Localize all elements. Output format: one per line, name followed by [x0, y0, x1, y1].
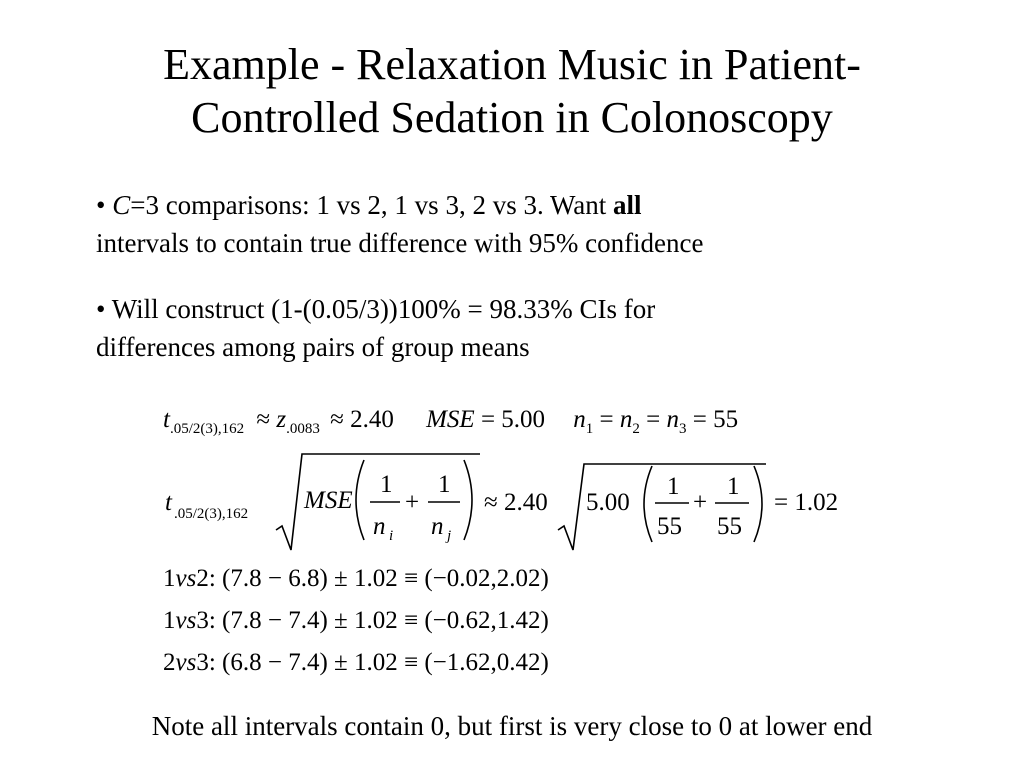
- footer-note: Note all intervals contain 0, but first is very close to 0 at lower end: [151, 711, 873, 741]
- formula1-n1: n: [573, 406, 586, 433]
- interval-row: [163, 564, 549, 594]
- formula1-n-value: = 55: [692, 406, 739, 433]
- interval-vs: vs: [175, 565, 197, 592]
- formula1-z: z: [276, 406, 287, 433]
- formula1-z-sub: .0083: [286, 421, 320, 437]
- formula2-mse: MSE: [304, 487, 353, 514]
- bullet-1-line-2: intervals to contain true difference with 95% confidence: [96, 228, 704, 258]
- bullet-construct-cis: [96, 290, 896, 366]
- formula1-t-sub: .05/2(3),162: [169, 421, 245, 437]
- interval-lhs: 1: [163, 607, 176, 634]
- interval-row: [163, 606, 549, 636]
- interval-rhs: 3: [196, 649, 209, 676]
- formula2-one-a: 1: [380, 471, 393, 498]
- interval-rhs: 2: [196, 565, 209, 592]
- interval-expression: : (7.8 − 7.4) ± 1.02 ≡ (−0.62,1.42): [208, 607, 549, 634]
- formula2-one-c: 1: [667, 473, 680, 500]
- formula2-one-b: 1: [438, 471, 451, 498]
- formula1-n3: n: [666, 406, 680, 433]
- formula2-one-d: 1: [727, 473, 740, 500]
- interval-lhs: 2: [163, 649, 176, 676]
- slide-title-line-1: Example - Relaxation Music in Patient-: [163, 40, 861, 89]
- bullet-2-line-1: • Will construct (1-(0.05/3))100% = 98.33% CIs for: [96, 294, 656, 324]
- formula1-n1-sub: 1: [585, 421, 594, 437]
- slide-title-line-2: Controlled Sedation in Colonoscopy: [191, 93, 833, 142]
- formula1-eq-1: =: [599, 406, 614, 433]
- right-paren-2: [754, 466, 762, 542]
- formula1-n3-sub: 3: [679, 421, 687, 437]
- interval-lhs: 1: [163, 565, 176, 592]
- formula2-fifty-five-a: 55: [657, 513, 682, 540]
- bullet-comparisons: [96, 186, 896, 262]
- bullet-1-text: =3 comparisons: 1 vs 2, 1 vs 3, 2 vs 3. Want: [130, 190, 614, 220]
- formula1-n2-sub: 2: [632, 421, 640, 437]
- formula1-mse-value: = 5.00: [480, 406, 546, 433]
- right-paren-1: [464, 460, 472, 540]
- formula1-eq-2: =: [646, 406, 661, 433]
- formula2-fifty-five-b: 55: [717, 513, 742, 540]
- formula2-t-sub: .05/2(3),162: [174, 506, 249, 522]
- formula2-ni: n: [373, 513, 386, 540]
- formula2-approx: ≈ 2.40: [484, 489, 548, 516]
- bullet-1-bold-all: all: [613, 190, 642, 220]
- formula2-t: t: [165, 489, 172, 516]
- formula2-plus: +: [405, 489, 420, 516]
- formula1-mse: MSE: [426, 406, 475, 433]
- interval-expression: : (7.8 − 6.8) ± 1.02 ≡ (−0.02,2.02): [208, 565, 549, 592]
- bullet-symbol: •: [96, 190, 106, 220]
- left-paren-2: [644, 466, 652, 542]
- interval-row: [163, 648, 549, 678]
- bullet-1-line-1: [96, 186, 896, 224]
- interval-vs: vs: [175, 649, 197, 676]
- formula2-plus-2: +: [693, 489, 708, 516]
- formula2-mse-value: 5.00: [586, 489, 630, 516]
- formula2-nj: n: [431, 513, 444, 540]
- interval-rhs: 3: [196, 607, 209, 634]
- comparison-count-var: C: [112, 190, 131, 220]
- formula2-ni-sub: i: [389, 528, 394, 544]
- left-paren-1: [356, 460, 364, 540]
- formula2-result: = 1.02: [774, 489, 839, 516]
- formula2-nj-sub: j: [447, 528, 452, 544]
- formula1-approx: ≈: [256, 406, 271, 433]
- formula1-t: t: [163, 406, 170, 433]
- formula-t-critical: [163, 405, 738, 444]
- bullet-2-line-2: differences among pairs of group means: [96, 332, 530, 362]
- formula-margin-of-error: [160, 448, 860, 553]
- formula1-approx-value: ≈ 2.40: [330, 406, 394, 433]
- formula1-n2: n: [619, 406, 633, 433]
- interval-vs: vs: [175, 607, 197, 634]
- interval-expression: : (6.8 − 7.4) ± 1.02 ≡ (−1.62,0.42): [208, 649, 549, 676]
- slide-title: [0, 38, 1024, 144]
